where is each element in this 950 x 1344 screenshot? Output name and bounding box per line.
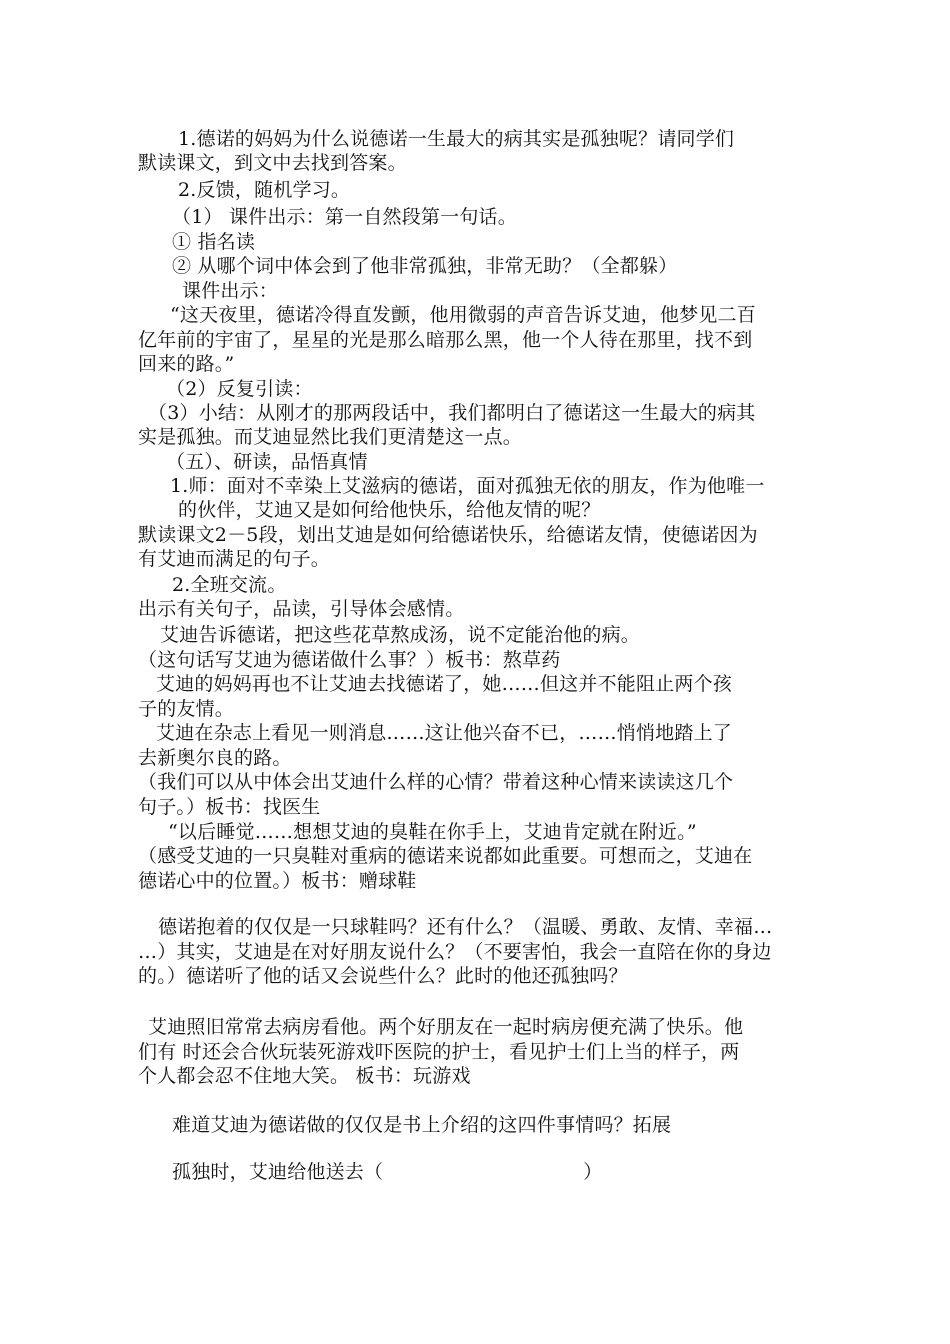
text-line: ② 从哪个词中体会到了他非常孤独，非常无助？（全都躲）	[172, 255, 678, 277]
text-line: 课件出示：	[182, 280, 279, 302]
text-line: “以后睡觉……想想艾迪的臭鞋在你手上，艾迪肯定就在附近。”	[168, 821, 697, 843]
text-line: 艾迪告诉德诺，把这些花草熬成汤，说不定能治他的病。	[160, 624, 641, 646]
text-line: （1） 课件出示：第一自然段第一句话。	[172, 206, 517, 228]
text-line: （这句话写艾迪为德诺做什么事？）板书：熬草药	[138, 649, 561, 671]
text-line: ① 指名读	[172, 231, 256, 253]
fill-in-close-paren: ）	[583, 1161, 603, 1183]
text-line: （3）小结：从刚才的那两段话中，我们都明白了德诺这一生最大的病其	[148, 402, 756, 424]
text-line: 们有 时还会合伙玩装死游戏吓医院的护士，看见护士们上当的样子，两	[138, 1041, 740, 1063]
text-line: 默读课文2－5段，划出艾迪是如何给德诺快乐，给德诺友情，使德诺因为	[138, 524, 758, 546]
text-line: 有艾迪而满足的句子。	[138, 548, 331, 570]
text-line: 2.反馈，随机学习。	[178, 179, 351, 201]
text-line: 去新奥尔良的路。	[138, 747, 292, 769]
text-line: 默读课文，到文中去找到答案。	[138, 152, 407, 174]
text-line: 艾迪的妈妈再也不让艾迪去找德诺了，她……但这并不能阻止两个孩	[156, 673, 733, 695]
text-line: 出示有关句子，品读，引导体会感情。	[138, 598, 465, 620]
text-line: 回来的路。”	[138, 353, 235, 375]
text-line: （我们可以从中体会出艾迪什么样的心情？带着这种心情来读读这几个	[138, 771, 734, 793]
text-line: 难道艾迪为德诺做的仅仅是书上介绍的这四件事情吗？拓展	[172, 1114, 672, 1136]
text-line: 亿年前的宇宙了，星星的光是那么暗那么黑，他一个人待在那里，找不到	[138, 329, 753, 351]
fill-in-prefix: 孤独时，艾迪给他送去（	[172, 1161, 384, 1183]
text-line: （感受艾迪的一只臭鞋对重病的德诺来说都如此重要。可想而之，艾迪在	[138, 845, 753, 867]
text-line: …）其实，艾迪是在对好朋友说什么？（不要害怕，我会一直陪在你的身边	[138, 941, 772, 963]
text-line: 个人都会忍不住地大笑。 板书：玩游戏	[138, 1065, 471, 1087]
fill-in-line	[172, 1160, 602, 1184]
text-line: 德诺心中的位置。）板书：赠球鞋	[138, 870, 417, 892]
text-line: 实是孤独。而艾迪显然比我们更清楚这一点。	[138, 426, 523, 448]
text-line: 1.德诺的妈妈为什么说德诺一生最大的病其实是孤独呢？请同学们	[178, 128, 735, 150]
text-line: 句子。）板书：找医生	[138, 796, 321, 818]
text-line: 艾迪在杂志上看见一则消息……这让他兴奋不已，……悄悄地踏上了	[156, 722, 733, 744]
text-line: 的伙伴，艾迪又是如何给他快乐，给他友情的呢？	[178, 499, 601, 521]
text-line: 2.全班交流。	[172, 574, 287, 596]
text-line: 艾迪照旧常常去病房看他。两个好朋友在一起时病房便充满了快乐。他	[148, 1016, 744, 1038]
text-line: 子的友情。	[138, 698, 235, 720]
text-line: 德诺抱着的仅仅是一只球鞋吗？还有什么？（温暖、勇敢、友情、幸福…	[158, 916, 773, 938]
text-line: （五）、研读，品悟真情	[166, 451, 368, 473]
text-line: 1.师：面对不幸染上艾滋病的德诺，面对孤独无依的朋友，作为他唯一	[170, 475, 765, 497]
text-line: （2）反复引读：	[166, 378, 313, 400]
text-line: “这天夜里，德诺冷得直发颤，他用微弱的声音告诉艾迪，他梦见二百	[170, 304, 756, 326]
text-line: 的。）德诺听了他的话又会说些什么？此时的他还孤独吗？	[138, 965, 628, 987]
